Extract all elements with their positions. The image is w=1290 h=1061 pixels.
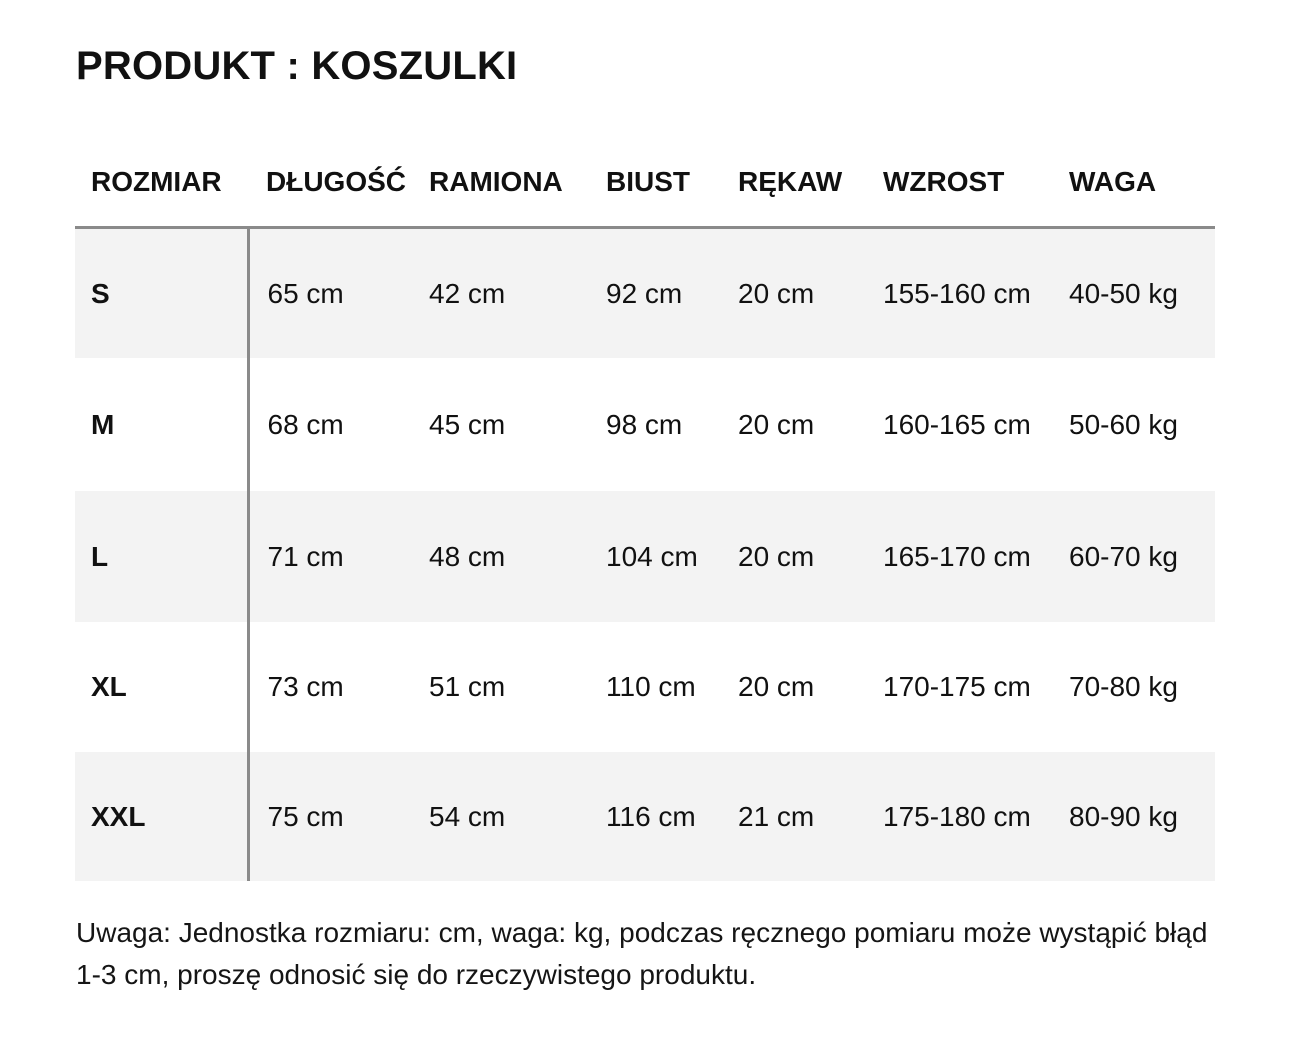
size-cell: M [75, 358, 248, 491]
measurement-note: Uwaga: Jednostka rozmiaru: cm, waga: kg, podczas ręcznego pomiaru może wystąpić błąd 1-3 cm, proszę odnosić się do rzeczywistego produktu. [76, 917, 1208, 990]
shoulders-cell: 48 cm [429, 491, 606, 622]
length-cell: 73 cm [248, 622, 429, 752]
length-cell: 75 cm [248, 752, 429, 881]
weight-cell: 70-80 kg [1069, 622, 1215, 752]
height-cell: 160-165 cm [883, 358, 1069, 491]
length-cell: 65 cm [248, 228, 429, 358]
sleeve-cell: 21 cm [738, 752, 883, 881]
table-row [75, 228, 1215, 358]
size-cell: XXL [75, 752, 248, 881]
bust-cell: 98 cm [606, 358, 738, 491]
height-cell: 170-175 cm [883, 622, 1069, 752]
sleeve-cell: 20 cm [738, 228, 883, 358]
size-cell: S [75, 228, 248, 358]
height-cell: 165-170 cm [883, 491, 1069, 622]
bust-cell: 92 cm [606, 228, 738, 358]
table-row [75, 491, 1215, 622]
size-cell: XL [75, 622, 248, 752]
table-header-row [75, 138, 1215, 228]
bust-cell: 110 cm [606, 622, 738, 752]
weight-cell: 50-60 kg [1069, 358, 1215, 491]
header-rekaw: RĘKAW [738, 138, 883, 228]
shoulders-cell: 45 cm [429, 358, 606, 491]
size-cell: L [75, 491, 248, 622]
length-cell: 68 cm [248, 358, 429, 491]
height-cell: 155-160 cm [883, 228, 1069, 358]
size-chart-table [75, 138, 1215, 881]
header-waga: WAGA [1069, 138, 1215, 228]
height-cell: 175-180 cm [883, 752, 1069, 881]
header-rozmiar: ROZMIAR [75, 138, 248, 228]
table-row [75, 358, 1215, 491]
header-wzrost: WZROST [883, 138, 1069, 228]
shoulders-cell: 42 cm [429, 228, 606, 358]
weight-cell: 80-90 kg [1069, 752, 1215, 881]
length-cell: 71 cm [248, 491, 429, 622]
sleeve-cell: 20 cm [738, 491, 883, 622]
header-biust: BIUST [606, 138, 738, 228]
shoulders-cell: 54 cm [429, 752, 606, 881]
bust-cell: 104 cm [606, 491, 738, 622]
header-ramiona: RAMIONA [429, 138, 606, 228]
sleeve-cell: 20 cm [738, 622, 883, 752]
table-row [75, 622, 1215, 752]
weight-cell: 60-70 kg [1069, 491, 1215, 622]
bust-cell: 116 cm [606, 752, 738, 881]
header-dlugosc: DŁUGOŚĆ [248, 138, 429, 228]
table-row [75, 752, 1215, 881]
sleeve-cell: 20 cm [738, 358, 883, 491]
shoulders-cell: 51 cm [429, 622, 606, 752]
page-title: PRODUKT : KOSZULKI [76, 44, 518, 88]
weight-cell: 40-50 kg [1069, 228, 1215, 358]
